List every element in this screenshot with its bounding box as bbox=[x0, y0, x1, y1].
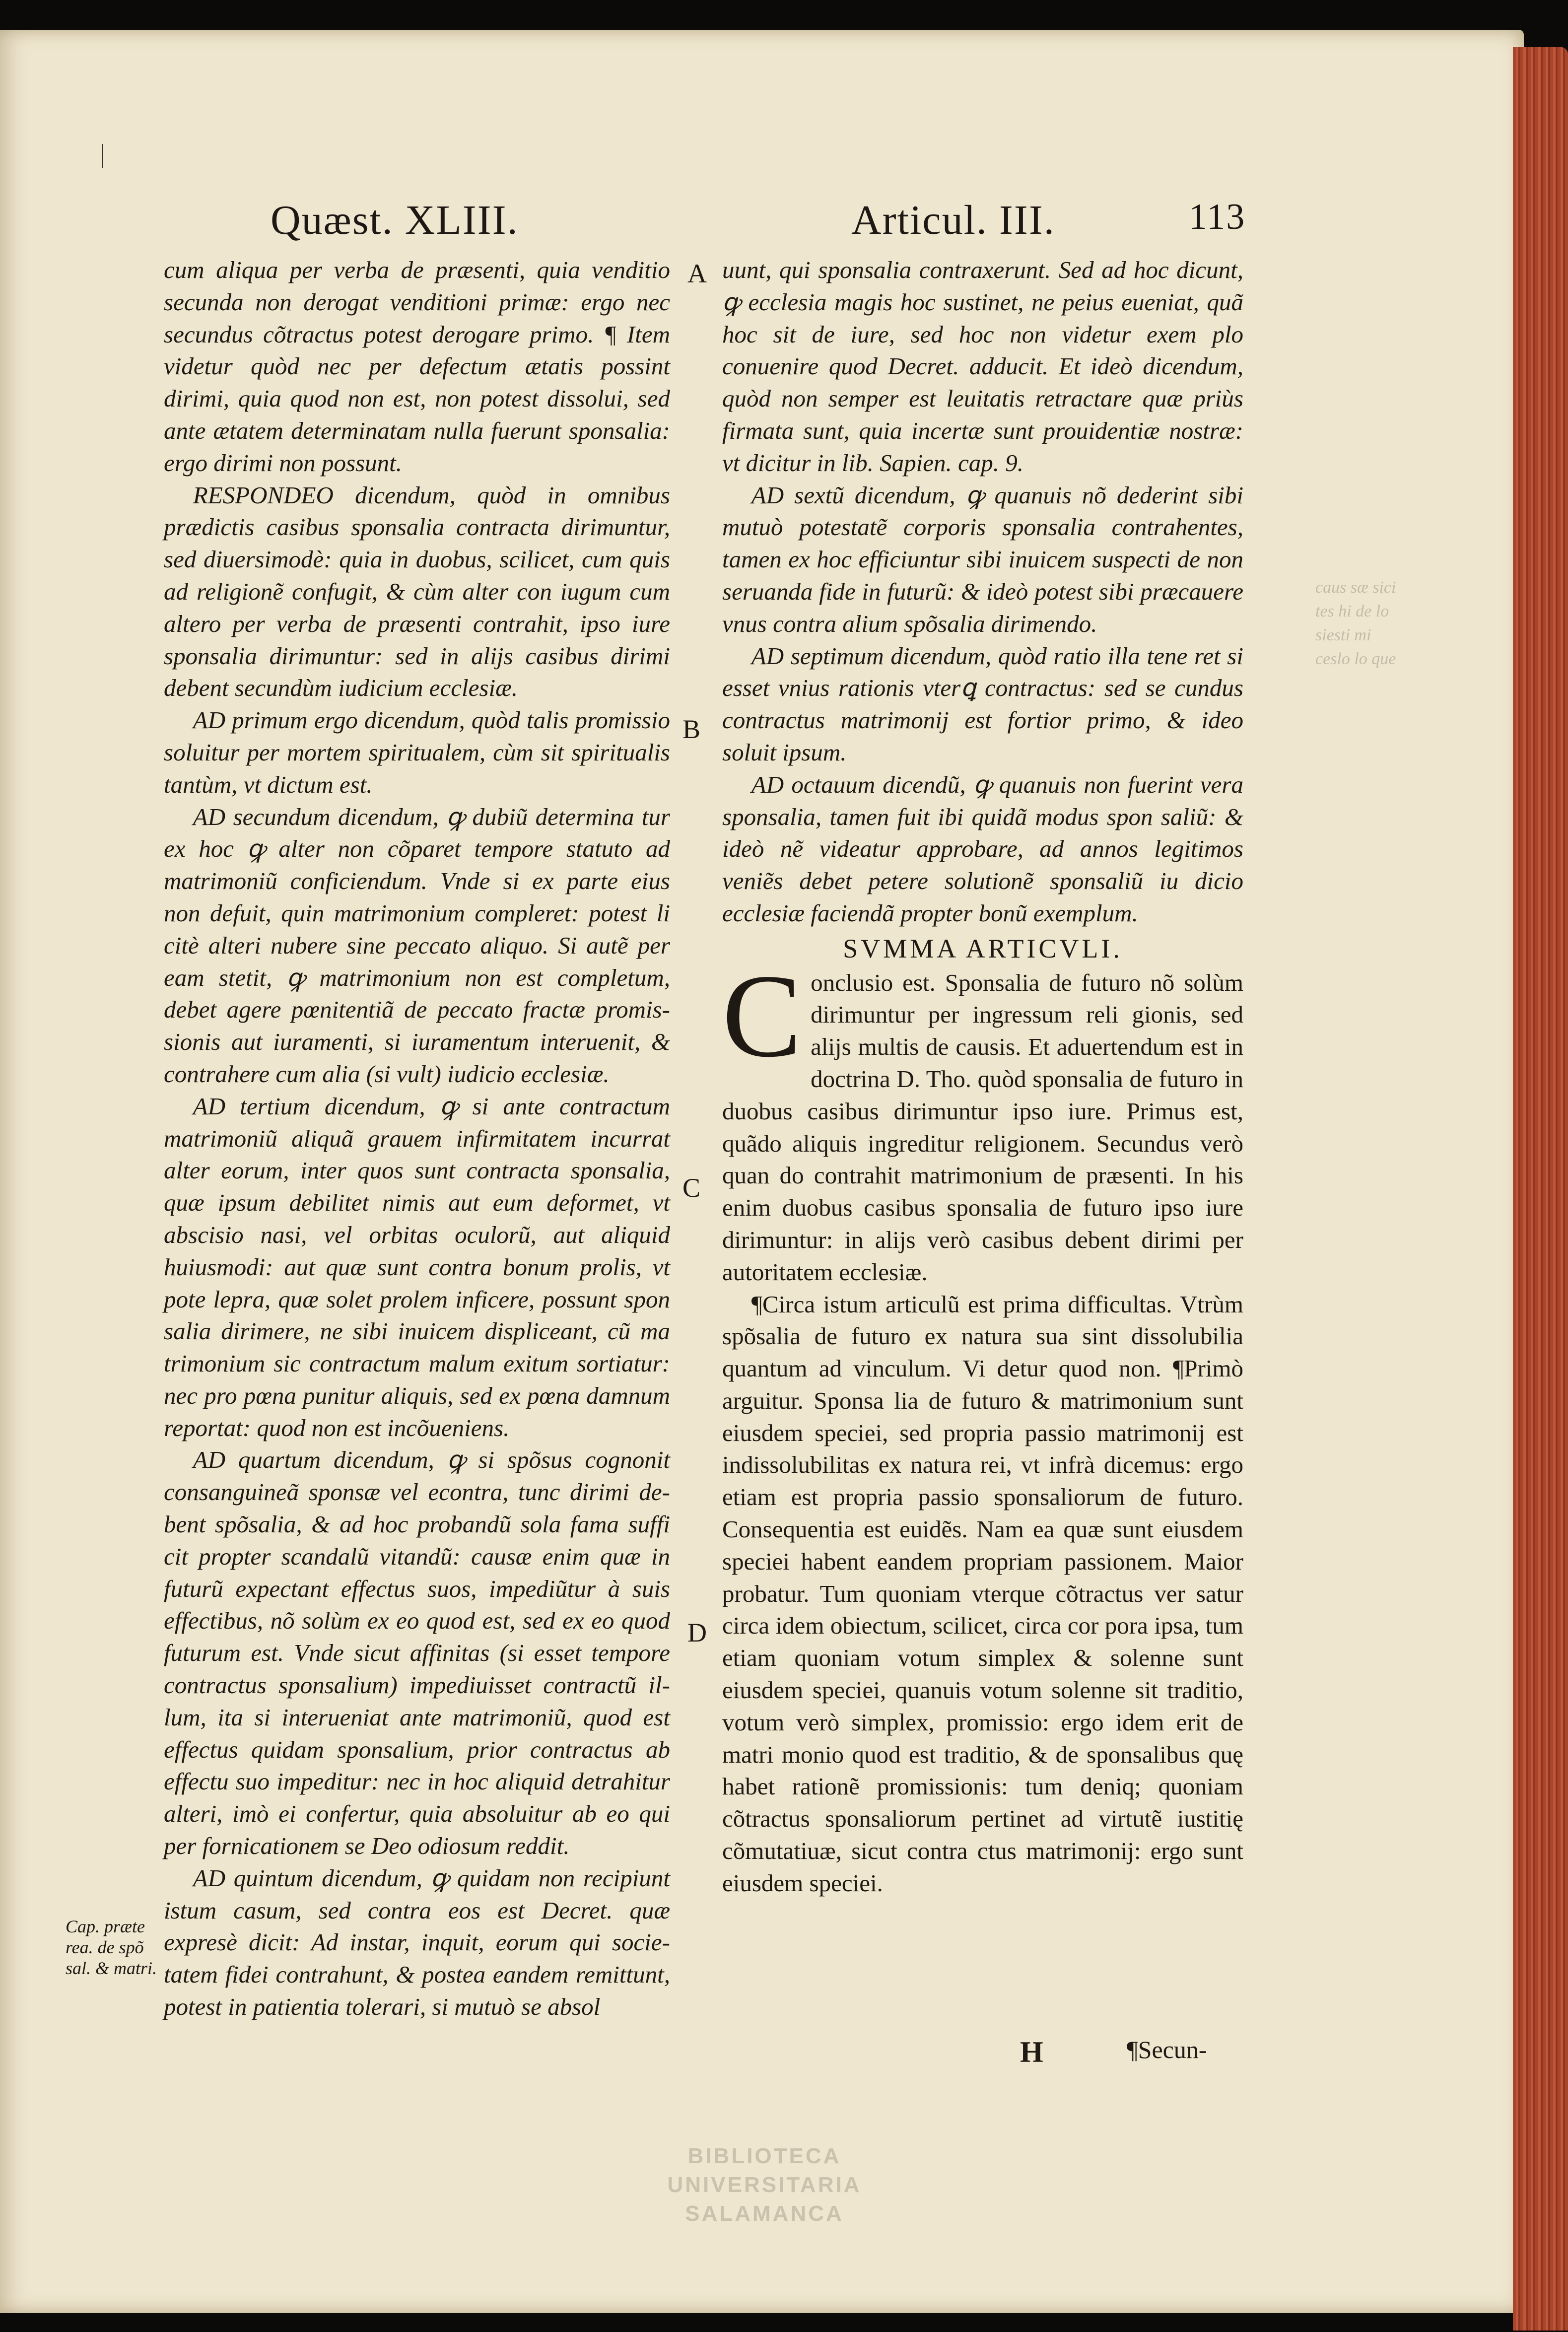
left-para-4: AD secundum dicendum, ꝙ dubiũ determina tur ex hoc ꝙ alter non cõparet tempore statuto ad matrimoniũ conficiendum. Vnde si ex parte eius non defuit, quin matrimonium compleret: potest li citè alteri nubere sine peccato aliquo. Si autẽ per eam stetit, ꝙ matrimonium non est completum, debet agere pœnitentiã de peccato fractæ promissionis aut iuramenti, si iuramentum interuenit, & contrahere cum alia (si vult) iudicio ecclesiæ. bbox=[164, 803, 670, 1088]
summa-conclusion-text: onclusio est. Sponsalia de futuro nõ solùm dirimuntur per ingressum reli gionis, sed alijs multis de causis. Et aduertendum est in doctrina D. Tho. quòd sponsalia de futuro in duobus casibus dirimuntur ipso iure. Primus est, quãdo aliquis ingreditur religionem. Secundus verò quan do contrahit matrimonium de præsenti. In his enim duobus casibus sponsalia de futuro ipso iure dirimuntur: in alijs verò casibus debent dirimi per autoritatem ecclesiæ. bbox=[722, 968, 1243, 1286]
header-center: Articul. III. bbox=[851, 197, 1055, 243]
signature-mark: H bbox=[1020, 2036, 1043, 2068]
left-para-6: AD quartum dicendum, ꝙ si spõsus cognonit consanguineã sponsæ vel econtra, tunc dirimi debent spõsalia, & ad hoc probandũ sola fama suffi cit propter scandalũ vitandũ: causæ enim quæ in futurũ expectant effectus suos, impediũtur à suis effectibus, nõ solùm ex eo quod est, sed ex eo quod futurum est. Vnde sicut affinitas (si esset tempore contractus sponsalium) impediuisset contractũ illum, ita si interueniat ante matrimoniũ, quod est effectus quidam sponsalium, prior contractus ab effectu suo impeditur: nec in hoc aliquid detrahitur alteri, imò ei confertur, quia absoluitur ab eo qui per fornicationem se Deo odiosum reddit. bbox=[164, 1446, 670, 1860]
catchword: ¶Secun- bbox=[1127, 2036, 1207, 2063]
right-para-1: uunt, qui sponsalia contraxerunt. Sed ad hoc dicunt, ꝙ ecclesia magis hoc sustinet, ne peius eueniat, quã hoc sit de iure, sed hoc non videtur exem plo conuenire quod Decret. adducit. Et ideò dicendum, quòd non semper est leuitatis retractare quæ priùs firmata sunt, quia incertæ sunt prouidentiæ nostræ: vt dicitur in lib. Sapien. cap. 9. bbox=[722, 256, 1243, 477]
right-para-4: AD octauum dicendũ, ꝙ quanuis non fuerint vera sponsalia, tamen fuit ibi quidã modus spon saliũ: & ideò nẽ videatur approbare, ad annos legitimos veniẽs debet petere solutionẽ sponsaliũ iu dicio ecclesiæ faciendã propter bonũ exemplum. bbox=[722, 770, 1243, 927]
margin-letter-a: A bbox=[687, 259, 707, 288]
stamp-line-2: UNIVERSITARIA bbox=[667, 2173, 862, 2197]
page-number: 113 bbox=[1189, 197, 1246, 237]
right-para-3: AD septimum dicendum, quòd ratio illa tene ret si esset vnius rationis vterꝗ contractus: sed se cundus contractus matrimonij est fortior primo, & ideo soluit ipsum. bbox=[722, 642, 1243, 766]
running-header bbox=[0, 196, 1489, 256]
drop-cap-letter: C bbox=[722, 949, 802, 1082]
left-column bbox=[164, 254, 670, 2023]
right-para-2: AD sextũ dicendum, ꝙ quanuis nõ dederint sibi mutuò potestatẽ corporis sponsalia contrahentes, tamen ex hoc efficiuntur sibi inuicem suspecti de non seruanda fide in futurũ: & ideò potest sibi præcauere vnus contra alium spõsalia dirimendo. bbox=[722, 481, 1243, 637]
right-column bbox=[722, 254, 1243, 1900]
margin-letter-c: C bbox=[682, 1173, 701, 1203]
ink-mark bbox=[102, 144, 103, 168]
left-para-3: AD primum ergo dicendum, quòd talis promissio soluitur per mortem spiritualem, cùm sit spiritualis tantùm, vt dictum est. bbox=[164, 706, 670, 798]
side-note: Cap. præte rea. de spõ sal. & matri. bbox=[66, 1917, 157, 1978]
summa-conclusion bbox=[722, 949, 1243, 1289]
stamp-line-3: SALAMANCA bbox=[685, 2201, 844, 2226]
margin-letter-b: B bbox=[682, 714, 701, 744]
bleed-through-text: caus sæ sici tes hi de lo siesti mi ceslo lo que bbox=[1315, 578, 1396, 668]
stamp-line-1: BIBLIOTECA bbox=[687, 2144, 841, 2168]
summa-title: SVMMA ARTICVLI. bbox=[843, 933, 1123, 963]
header-left: Quæst. XLIII. bbox=[271, 197, 519, 243]
left-para-7: AD quintum dicendum, ꝙ quidam non recipiunt istum casum, sed contra eos est Decret. quæ expresè dicit: Ad instar, inquit, eorum qui societatem fidei contrahunt, & postea eandem remittunt, potest in patientia tolerari, si mutuò se absol bbox=[164, 1864, 670, 2021]
summa-difficulty: ¶Circa istum articulũ est prima difficultas. Vtrùm spõsalia de futuro ex natura sua sint dissolubilia quantum ad vinculum. Vi detur quod non. ¶Primò arguitur. Sponsa lia de futuro & matrimonium sunt eiusdem speciei, sed propria passio matrimonij est indissolubilitas ex natura rei, vt infrà dicemus: ergo etiam est propria passio sponsaliorum de futuro. Consequentia est euidẽs. Nam ea quæ sunt eiusdem speciei habent eandem propriam passionem. Maior probatur. Tum quoniam vterque cõtractus ver satur circa idem obiectum, scilicet, circa cor pora ipsa, tum etiam quoniam votum simplex & solenne sunt eiusdem speciei, quanuis votum solenne sit traditio, votum verò simplex, promissio: ergo idem erit de matri monio quod est traditio, & de sponsalibus quę habet rationẽ promissionis: tum deniq; quoniam cõtractus sponsaliorum pertinet ad virtutẽ iustitię cõmutatiuæ, sicut contra ctus matrimonij: ergo sunt eiusdem speciei. bbox=[722, 1290, 1243, 1897]
left-para-5: AD tertium dicendum, ꝙ si ante contractum matrimoniũ aliquã grauem infirmitatem incurrat alter eorum, inter quos sunt contracta sponsalia, quæ ipsum debilitet nimis aut eum deformet, vt abscisio nasi, vel orbitas oculorũ, aut aliquid huiusmodi: aut quæ sunt contra bonum prolis, vt pote lepra, quæ solet prolem inficere, possunt spon salia dirimere, ne sibi inuicem displiceant, cũ ma trimonium sic contractum malum exitum sortiatur: nec pro pœna punitur aliquis, sed ex pœna damnum reportat: quod non est incõueniens. bbox=[164, 1092, 670, 1441]
margin-letter-d: D bbox=[687, 1618, 707, 1647]
library-stamp bbox=[645, 2142, 884, 2228]
left-para-1: cum aliqua per verba de præsenti, quia venditio secunda non derogat venditioni primæ: ergo nec secundus cõtractus potest derogare primo. ¶ Item videtur quòd nec per defectum ætatis possint dirimi, quia quod non est, non potest dissolui, sed ante ætatem determinatam nulla fuerunt sponsalia: ergo dirimi non possunt. bbox=[164, 256, 670, 477]
left-para-2: RESPONDEO dicendum, quòd in omnibus prædictis casibus sponsalia contracta dirimuntur, sed diuersimodè: quia in duobus, scilicet, cum quis ad religionẽ confugit, & cùm alter con iugum cum altero per verba de præsenti contrahit, ipso iure sponsalia dirimuntur: sed in alijs casibus dirimi debent secundùm iudicium ecclesiæ. bbox=[164, 481, 670, 702]
page-edge-red bbox=[1513, 47, 1568, 2331]
